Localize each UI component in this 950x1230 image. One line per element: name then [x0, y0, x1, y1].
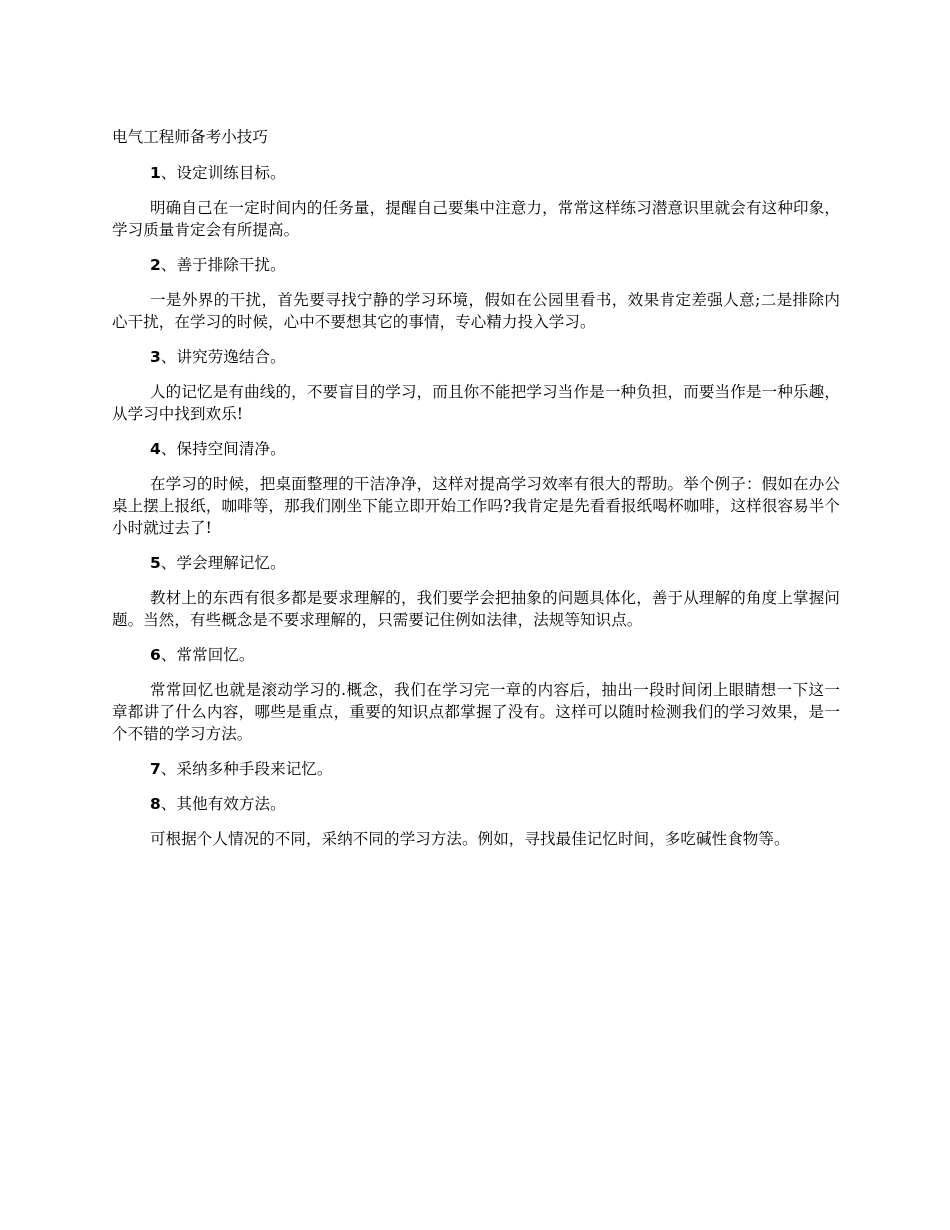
section-paragraph: 教材上的东西有很多都是要求理解的，我们要学会把抽象的问题具体化，善于从理解的角度上掌握问题。当然，有些概念是不要求理解的，只需要记住例如法律，法规等知识点。 [112, 589, 840, 629]
section-paragraph: 常常回忆也就是滚动学习的.概念，我们在学习完一章的内容后，抽出一段时间闭上眼睛想一下这一章都讲了什么内容，哪些是重点，重要的知识点都掌握了没有。这样可以随时检测我们的学习效果，是一个不错的学习方法。 [112, 681, 840, 743]
section-heading [112, 793, 840, 815]
section-heading-text: 、其他有效方法。 [160, 795, 286, 813]
section-5 [112, 552, 840, 631]
section-paragraph: 在学习的时候，把桌面整理的干洁净净，这样对提高学习效率有很大的帮助。举个例子：假如在办公桌上摆上报纸，咖啡等，那我们刚坐下能立即开始工作吗?我肯定是先看看报纸喝杯咖啡，这样很容易半个小时就过去了! [112, 475, 840, 537]
section-heading-text: 、讲究劳逸结合。 [160, 348, 286, 366]
section-heading-text: 、善于排除干扰。 [160, 256, 286, 274]
section-heading [112, 438, 840, 460]
section-6 [112, 644, 840, 745]
section-4 [112, 438, 840, 539]
section-paragraph: 明确自己在一定时间内的任务量，提醒自己要集中注意力，常常这样练习潜意识里就会有这种印象，学习质量肯定会有所提高。 [112, 199, 840, 239]
section-8 [112, 793, 840, 850]
section-2 [112, 254, 840, 333]
section-paragraph: 可根据个人情况的不同，采纳不同的学习方法。例如，寻找最佳记忆时间，多吃碱性食物等。 [150, 830, 790, 848]
section-heading [112, 758, 840, 780]
section-number: 8 [150, 795, 161, 813]
section-heading-text: 、采纳多种手段来记忆。 [160, 760, 333, 778]
section-number: 7 [150, 760, 161, 778]
section-heading [112, 552, 840, 574]
document-body [112, 126, 840, 863]
section-number: 6 [150, 646, 161, 664]
section-7 [112, 758, 840, 780]
section-paragraph: 一是外界的干扰，首先要寻找宁静的学习环境，假如在公园里看书，效果肯定差强人意;二是排除内心干扰，在学习的时候，心中不要想其它的事情，专心精力投入学习。 [112, 291, 840, 331]
section-heading-text: 、设定训练目标。 [160, 164, 286, 182]
section-number: 2 [150, 256, 161, 274]
document-title: 电气工程师备考小技巧 [112, 128, 269, 146]
section-number: 5 [150, 554, 161, 572]
section-heading-text: 、学会理解记忆。 [160, 554, 286, 572]
section-number: 4 [150, 440, 161, 458]
section-heading [112, 346, 840, 368]
section-heading [112, 162, 840, 184]
section-number: 1 [150, 164, 161, 182]
section-number: 3 [150, 348, 161, 366]
section-heading [112, 644, 840, 666]
section-heading-text: 、常常回忆。 [160, 646, 255, 664]
section-heading-text: 、保持空间清净。 [160, 440, 286, 458]
section-1 [112, 162, 840, 241]
section-paragraph: 人的记忆是有曲线的，不要盲目的学习，而且你不能把学习当作是一种负担，而要当作是一种乐趣，从学习中找到欢乐! [112, 383, 840, 423]
section-heading [112, 254, 840, 276]
section-3 [112, 346, 840, 425]
